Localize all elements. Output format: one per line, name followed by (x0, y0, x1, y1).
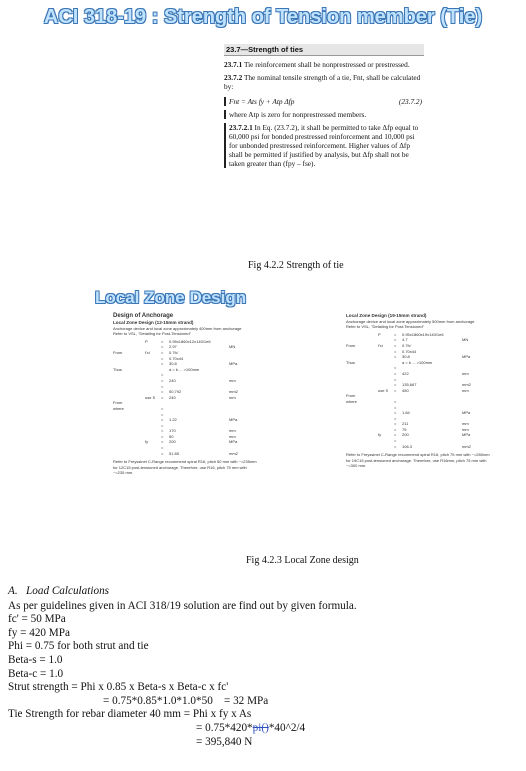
calc-cell: 0.95x1860x12x140/1e6 (169, 338, 211, 344)
calc-cell: MPa (462, 432, 471, 438)
calc-cell: 50,792 (169, 389, 182, 395)
calc-cell: = (394, 443, 397, 449)
calc-cell: 1.22 (169, 417, 177, 423)
calc-cell: = (161, 433, 164, 439)
calc-cell: = (394, 387, 397, 393)
calc-cell: = (161, 411, 164, 417)
aci-excerpt (224, 44, 424, 216)
calc-cell: mm2 (462, 443, 471, 449)
calc-cell: 0.70x44 (169, 355, 184, 361)
calc-cell: mm (229, 428, 236, 434)
calc-cell (378, 444, 394, 450)
panel-subheading: Local Zone Design (19-15mm strand) (346, 313, 427, 318)
panel-note: Refer to VSL, "Detailing for Post-Tensioned" (346, 324, 424, 330)
calc-cell: = (394, 342, 397, 348)
panel-rows (346, 332, 491, 449)
calc-cell: From (113, 349, 123, 355)
calc-cell: = (394, 421, 397, 427)
calc-cell: 0.7fc' (402, 342, 412, 348)
excerpt-heading: 23.7—Strength of ties (224, 44, 424, 56)
calc-cell: = (161, 445, 164, 451)
calc-cell: 75 (402, 426, 407, 432)
calc-cell: 0.7fc' (169, 349, 179, 355)
calc-cell: = (161, 377, 164, 383)
calc-cell: f'ci (145, 349, 150, 355)
calc-cell: where (346, 398, 357, 404)
calc-cell: 240 (169, 394, 176, 400)
calc-cell: P (378, 331, 381, 337)
excerpt-para-2: 23.7.2 The nominal tensile strength of a tie, Fnt, shall be calculated by: (224, 73, 421, 91)
local-zone-title: Local Zone Design (95, 288, 247, 307)
calc-cell: mm (462, 421, 469, 427)
calc-cell: 170 (169, 428, 176, 434)
calc-cell: = (161, 383, 164, 389)
calc-cell: MPa (229, 439, 238, 445)
calc-cell: 30.8 (169, 361, 177, 367)
calc-fy: fy = 420 MPa (8, 626, 70, 639)
calc-cell: a = b ... >100mm (169, 366, 200, 372)
page-title: ACI 318-19 : Strength of Tension member (Tie) (43, 6, 483, 28)
calc-cell: use S (145, 394, 156, 400)
calc-cell: = (161, 355, 164, 361)
calc-cell: = (394, 438, 397, 444)
calc-cell: = (394, 365, 397, 371)
calc-cell: 240 (169, 377, 176, 383)
calc-cell: = (161, 338, 164, 344)
calc-cell: 1.84 (402, 410, 410, 416)
calc-cell: = (161, 389, 164, 395)
calc-tie-expression: = 0.75*420*pi()*40^2/4 (196, 721, 306, 734)
local-zone-panel-left (113, 313, 258, 545)
section-heading: A. Load Calculations (8, 585, 110, 597)
calc-tie-result: = 395,840 N (196, 735, 253, 748)
calc-cell: 51.85 (169, 450, 180, 456)
calc-cell: mm (462, 370, 469, 376)
calc-cell: = (394, 398, 397, 404)
calc-cell: mm (229, 394, 236, 400)
calc-cell: where (113, 405, 124, 411)
calc-cell: = (161, 422, 164, 428)
calc-cell: mm2 (229, 389, 238, 395)
calc-cell: mm (229, 433, 236, 439)
calc-cell: use S (378, 387, 389, 393)
calc-cell: mm2 (229, 450, 238, 456)
calc-cell: From (113, 400, 123, 406)
calc-cell: = (161, 439, 164, 445)
calc-cell: P (145, 338, 148, 344)
calc-cell: 450 (402, 387, 409, 393)
calc-cell: = (161, 394, 164, 400)
calc-cell: = (394, 426, 397, 432)
calc-beta-s: Beta-s = 1.0 (8, 653, 63, 666)
panel-footnote: Refer to Freyssinet C-Range recommend spiral R16, pitch 50 mm with ~=235mm for 12C15 post-tensioned anchorage. Therefore, use R16, pitch 75 mm with ~=235 mm. (113, 459, 257, 476)
calc-cell: = (161, 349, 164, 355)
calc-cell: = (394, 337, 397, 343)
calc-fc: fc' = 50 MPa (8, 613, 66, 626)
excerpt-where: where Atp is zero for nonprestressed members. (224, 110, 424, 119)
calc-cell (346, 444, 378, 450)
calc-cell: MPa (229, 417, 238, 423)
calc-strut-result: = 0.75*0.85*1.0*1.0*50 = 32 MPa (103, 694, 269, 707)
calc-row (113, 451, 258, 457)
calc-cell: From (346, 342, 356, 348)
calc-cell: 30.8 (402, 354, 410, 360)
calc-cell: = (161, 361, 164, 367)
calc-cell: = (394, 348, 397, 354)
excerpt-para-3: 23.7.2.1 In Eq. (23.7.2), it shall be permitted to take Δfp equal to 60,000 psi for bonded prestressed reinforcement and 10,000 psi for unbonded prestressed reinforcement. Higher values of Δfp shall be permitted if justified by analysis, but Δfp shall not be taken greater than (fpy – fse). (224, 123, 424, 168)
calc-cell: = (394, 376, 397, 382)
panel-note: Anchorage device and local zone approximately 500mm from anchorage (346, 318, 475, 324)
calc-cell: Thus (113, 366, 122, 372)
calc-cell: mm (229, 377, 236, 383)
calc-cell: 2.97 (169, 344, 177, 350)
calc-cell (145, 451, 161, 457)
calc-tie: Tie Strength for rebar diameter 40 mm = Phi x fy x As (8, 708, 252, 721)
calc-cell: MPa (462, 410, 471, 416)
calc-cell: = (161, 405, 164, 411)
calc-cell: 200 (402, 432, 409, 438)
panel-footnote: Refer to Freyssinet C-Range recommend spiral R16, pitch 75 mm with ~=280mm for 19C15 post-tensioned anchorage. Therefore, use R16mm, pitch 75 mm with ~=300 mm. (346, 452, 490, 469)
figure-caption-1: Fig 4.2.2 Strength of tie (248, 260, 344, 271)
calc-cell: MPa (229, 361, 238, 367)
panel-heading: Design of Anchorage (113, 313, 174, 319)
excerpt-para-1: 23.7.1 Tie reinforcement shall be nonprestressed or prestressed. (224, 60, 410, 69)
figure-caption-2: Fig 4.2.3 Local Zone design (246, 555, 359, 566)
calc-intro: As per guidelines given in ACI 318/19 solution are find out by given formula. (8, 599, 357, 612)
calc-cell: = (394, 415, 397, 421)
calc-cell: = (394, 331, 397, 337)
calc-cell: MN (462, 337, 469, 343)
calc-cell: 0.95x1860x19x140/1e6 (402, 331, 444, 337)
calc-cell: MN (229, 344, 236, 350)
calc-cell: = (161, 344, 164, 350)
calc-cell: = (161, 417, 164, 423)
calc-cell: 200 (169, 439, 176, 445)
calc-cell: = (161, 428, 164, 434)
calc-cell: 422 (402, 370, 409, 376)
calc-beta-c: Beta-c = 1.0 (8, 667, 64, 680)
panel-subheading: Local Zone Design (12-15mm strand) (113, 320, 194, 325)
calc-cell: = (394, 410, 397, 416)
calc-cell: = (161, 372, 164, 378)
calc-cell: 0.70x44 (402, 348, 417, 354)
calc-cell: = (394, 370, 397, 376)
calc-cell: 4.7 (402, 337, 408, 343)
calc-cell: f'ci (378, 342, 383, 348)
calc-cell: = (394, 404, 397, 410)
calc-cell: = (161, 450, 164, 456)
calc-cell: fy (145, 439, 149, 445)
calc-cell: mm2 (462, 382, 471, 388)
calc-cell: 211 (402, 421, 409, 427)
calc-cell: a = b ... >100mm (402, 359, 433, 365)
excerpt-equation: Fnt = Ats fy + Atp Δfp (23.7.2) (224, 97, 424, 106)
calc-cell (113, 451, 145, 457)
panel-rows (113, 339, 258, 456)
calc-cell: mm (462, 426, 469, 432)
calc-cell: Thus (346, 359, 355, 365)
calc-cell: = (394, 382, 397, 388)
calc-cell: 135,667 (402, 382, 417, 388)
calc-cell: mm (462, 387, 469, 393)
calc-cell: fy (378, 432, 382, 438)
calc-cell: = (394, 354, 397, 360)
calc-cell: 106.3 (402, 443, 413, 449)
calc-row (346, 444, 491, 450)
panel-note: Anchorage device and local zone approximately 400mm from anchorage (113, 325, 242, 331)
calc-cell: = (394, 432, 397, 438)
local-zone-panel-right (346, 313, 491, 545)
load-calculations (8, 585, 518, 749)
calc-cell: 50 (169, 433, 174, 439)
calc-phi: Phi = 0.75 for both strut and tie (8, 640, 149, 653)
panel-note: Refer to VSL, "Detailing for Post-Tensioned" (113, 331, 191, 337)
calc-cell: MPa (462, 354, 471, 360)
calc-strut: Strut strength = Phi x 0.85 x Beta-s x Beta-c x fc' (8, 681, 229, 694)
calc-cell: From (346, 393, 356, 399)
